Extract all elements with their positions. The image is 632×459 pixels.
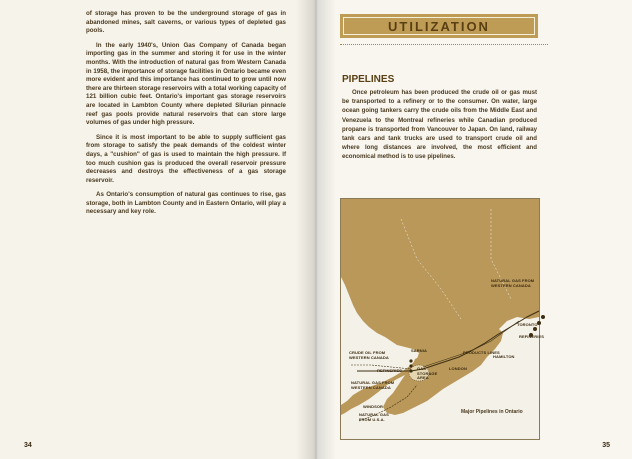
refinery-dot — [537, 321, 541, 325]
refinery-dot — [409, 364, 412, 367]
sarnia-refinery-dots — [409, 359, 412, 372]
label-natural-gas-western-2: NATURAL GAS FROM WESTERN CANADA — [351, 380, 395, 390]
section-heading: PIPELINES — [342, 74, 395, 85]
utilization-banner — [340, 14, 538, 38]
label-sarnia: SARNIA — [411, 348, 427, 353]
label-refineries-west: REFINERIES — [377, 368, 403, 373]
refinery-dot — [541, 315, 545, 319]
page-number-right: 35 — [602, 442, 610, 449]
label-refineries-east: REFINERIES — [519, 334, 545, 339]
left-text-column — [86, 10, 286, 223]
label-gas-storage-area: GAS STORAGE AREA — [417, 366, 438, 381]
label-products-lines: PRODUCTS LINES — [463, 350, 500, 355]
label-toronto: TORONTO — [517, 322, 538, 327]
paragraph-cushion-gas: Since it is most important to be able to supply sufficient gas from storage to satisfy the peak demands of the coldest winter days, a "cushion" of gas is used to maintain the high pressure. If too much cushion gas is produced the overall reservoir pressure decreases and destroys the effectiveness of a gas storage reservoir. — [86, 133, 286, 184]
label-windsor: WINDSOR — [363, 404, 384, 409]
utilization-banner-frame — [343, 17, 535, 35]
banner-rule — [340, 44, 548, 45]
label-natural-gas-western: NATURAL GAS FROM WESTERN CANADA — [491, 278, 535, 288]
label-natural-gas-usa: NATURAL GAS FROM U.S.A. — [359, 412, 389, 422]
label-crude-oil-western: CRUDE OIL FROM WESTERN CANADA — [349, 350, 389, 360]
refinery-dot — [409, 359, 412, 362]
label-london: LONDON — [449, 366, 467, 371]
page-number-left: 34 — [24, 442, 32, 449]
paragraph-storage-intro: of storage has proven to be the underground storage of gas in abandoned mines, salt caverns, or various types of depleted gas pools. — [86, 10, 286, 35]
pipeline-map — [340, 198, 545, 440]
map-caption: Major Pipelines in Ontario — [461, 409, 523, 415]
label-hamilton: HAMILTON — [493, 354, 515, 359]
map-graphic — [341, 199, 539, 439]
paragraph-union-gas: In the early 1940's, Union Gas Company of Canada began importing gas in the summer and storing it for use in the winter months. With the introduction of natural gas from Western Canada in 1958, the importance of storage facilities in Ontario became even more evident and this importance has continued to grow until now there are thirteen storage reservoirs with a total working capacity of 121 billion cubic feet. Ontario's important gas storage reservoirs are located in Lambton County where depleted Silurian pinnacle reef gas pools provide natural reservoirs that can store large volumes of gas under high pressure. — [86, 41, 286, 127]
refinery-dot — [409, 369, 412, 372]
pipelines-body: Once petroleum has been produced the crude oil or gas must be transported to a refinery or to the consumer. On water, large ocean going tankers carry the crude oils from the Middle East and Venezuela to the Montreal refineries while Canadian produced propane is transported from Vancouver to Japan. On land, railway tank cars and tank trucks are used to transport crude oil and where long distances are involved, the most efficient and economical method is to use pipelines. — [342, 89, 537, 161]
refinery-dot — [533, 327, 537, 331]
banner-title: UTILIZATION — [388, 18, 490, 34]
paragraph-consumption: As Ontario's consumption of natural gas continues to rise, gas storage, both in Lambton County and in Eastern Ontario, will play a necessary and key role. — [86, 191, 286, 216]
